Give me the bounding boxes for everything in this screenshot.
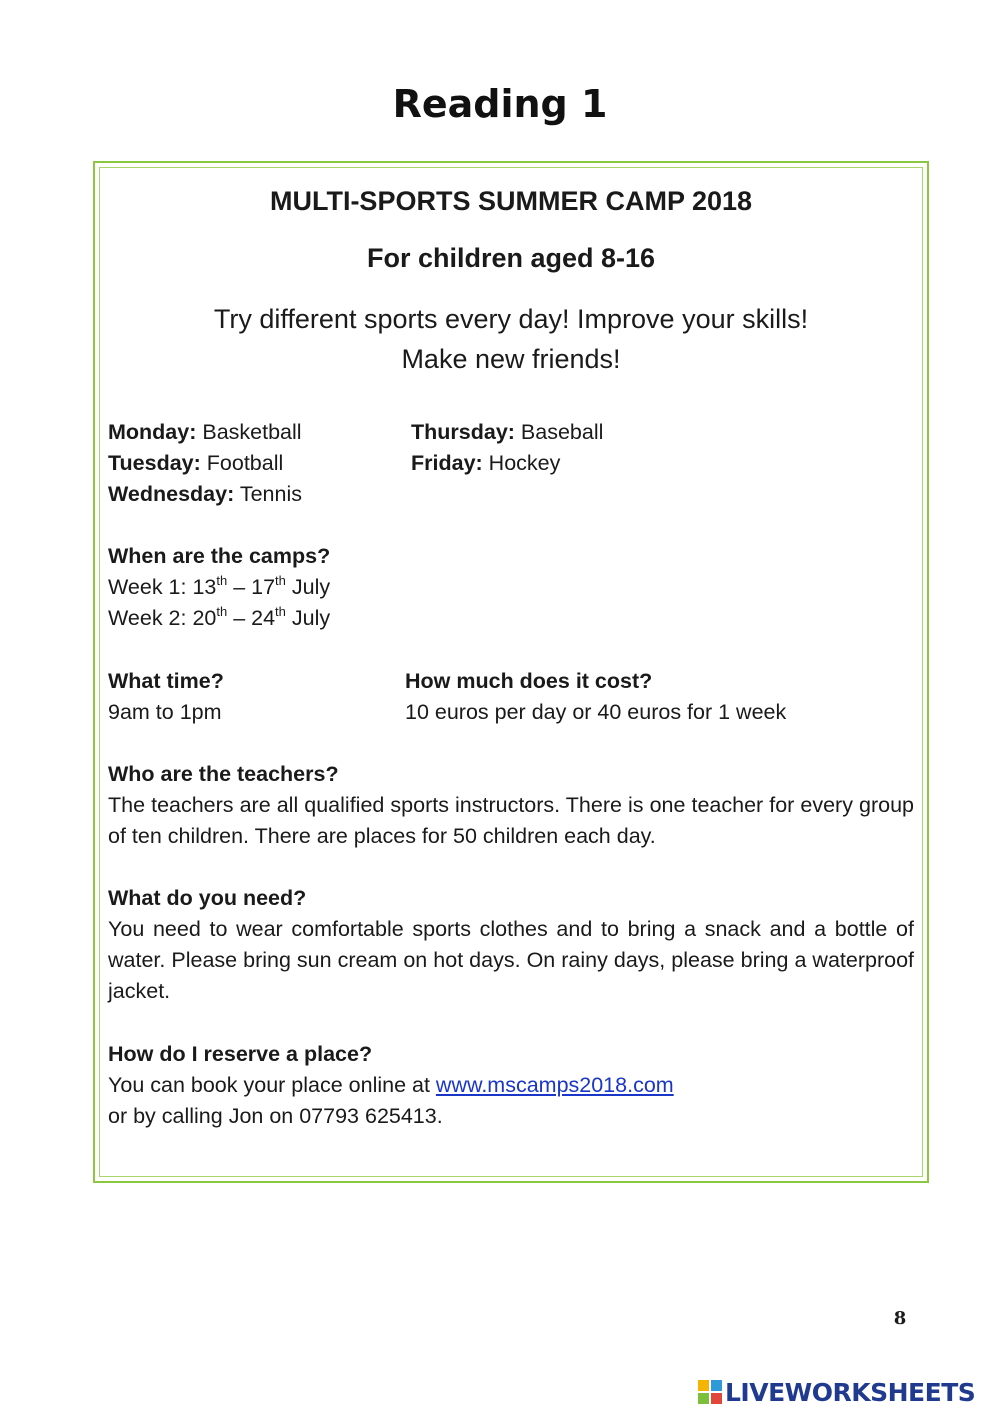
reserve-phone-line: or by calling Jon on 07793 625413. xyxy=(108,1104,443,1128)
cost-section xyxy=(405,666,915,728)
reserve-heading: How do I reserve a place? xyxy=(108,1042,373,1066)
camp-tagline xyxy=(93,299,929,379)
brand-name: LIVEWORKSHEETS xyxy=(725,1377,976,1407)
schedule-friday: Friday: Hockey xyxy=(411,451,561,475)
reserve-section xyxy=(108,1039,914,1132)
needs-heading: What do you need? xyxy=(108,886,307,910)
cost-value: 10 euros per day or 40 euros for 1 week xyxy=(405,700,787,724)
when-section xyxy=(108,541,608,634)
tagline-line-2: Make new friends! xyxy=(401,344,621,374)
teachers-text: The teachers are all qualified sports instructors. There is one teacher for every group of ten children. There are places for 50 children each day. xyxy=(108,793,914,848)
page-number: 8 xyxy=(893,1308,907,1329)
schedule-thursday: Thursday: Baseball xyxy=(411,420,604,444)
camp-website-link[interactable]: www.mscamps2018.com xyxy=(435,1073,674,1097)
teachers-heading: Who are the teachers? xyxy=(108,762,339,786)
liveworksheets-brand[interactable] xyxy=(697,1376,975,1408)
needs-section xyxy=(108,883,914,1007)
teachers-section xyxy=(108,759,914,852)
schedule-right xyxy=(411,417,811,479)
needs-text: You need to wear comfortable sports clothes and to bring a snack and a bottle of water. Please bring sun cream on hot days. On rainy days, please bring a waterproof jacket. xyxy=(108,917,914,1003)
liveworksheets-logo-icon xyxy=(697,1379,723,1405)
tagline-line-1: Try different sports every day! Improve your skills! xyxy=(213,304,809,334)
time-section xyxy=(108,666,388,728)
page-title: Reading 1 xyxy=(392,82,608,126)
time-heading: What time? xyxy=(108,669,224,693)
schedule-monday: Monday: Basketball xyxy=(108,420,302,444)
when-heading: When are the camps? xyxy=(108,544,331,568)
reserve-online-line: You can book your place online at www.mscamps2018.com xyxy=(108,1073,674,1097)
camp-title: MULTI-SPORTS SUMMER CAMP 2018 xyxy=(269,186,753,216)
cost-heading: How much does it cost? xyxy=(405,669,653,693)
schedule-tuesday: Tuesday: Football xyxy=(108,451,284,475)
week-1-dates: Week 1: 13th – 17th July xyxy=(108,573,331,599)
camp-audience: For children aged 8-16 xyxy=(366,243,656,273)
schedule-wednesday: Wednesday: Tennis xyxy=(108,482,302,506)
schedule-left xyxy=(108,417,398,510)
time-value: 9am to 1pm xyxy=(108,700,222,724)
week-2-dates: Week 2: 20th – 24th July xyxy=(108,604,331,630)
